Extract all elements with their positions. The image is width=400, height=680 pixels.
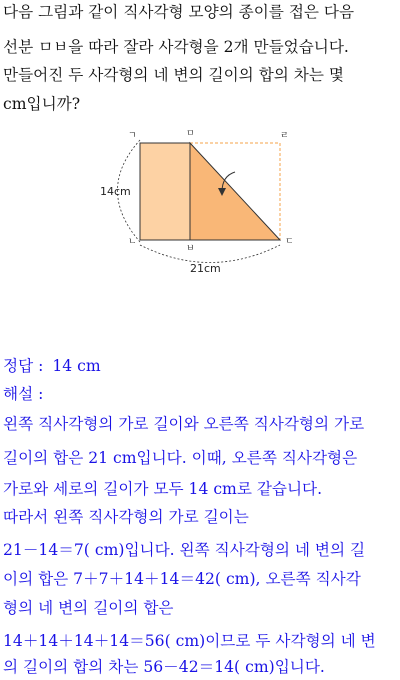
question-line-3: 만들어진 두 사각형의 네 변의 길이의 합의 차는 몇 xyxy=(3,66,344,84)
question-line-4: cm입니까? xyxy=(3,95,81,113)
question-line-2: 선분 ㅁㅂ을 따라 잘라 사각형을 2개 만들었습니다. xyxy=(3,38,349,56)
explanation-line-9: 의 길이의 합의 차는 56－42＝14( cm)입니다. xyxy=(3,658,325,676)
explanation-line-4: 따라서 왼쪽 직사각형의 가로 길이는 xyxy=(3,508,249,526)
answer-value: 14 cm xyxy=(52,357,101,375)
explanation-label: 해설 : xyxy=(3,385,44,403)
point-label-digeut: ㄷ xyxy=(285,237,294,247)
left-rectangle xyxy=(140,143,190,240)
explanation-line-3: 가로와 세로의 길이가 모두 14 cm로 같습니다. xyxy=(3,480,323,498)
explanation-line-5: 21－14＝7( cm)입니다. 왼쪽 직사각형의 네 변의 길 xyxy=(3,541,366,559)
bottom-arc-dashed xyxy=(140,245,280,263)
point-label-mieum: ㅁ xyxy=(186,129,195,139)
explanation-line-7: 형의 네 변의 길이의 합은 xyxy=(3,599,174,617)
explanation-line-2: 길이의 합은 21 cm입니다. 이때, 오른쪽 직사각형은 xyxy=(3,449,358,467)
question-line-1: 다음 그림과 같이 직사각형 모양의 종이를 접은 다음 xyxy=(3,3,355,21)
explanation-line-8: 14＋14＋14＋14＝56( cm)이므로 두 사각형의 네 변 xyxy=(3,632,376,650)
explanation-line-6: 이의 합은 7＋7＋14＋14＝42( cm), 오른쪽 직사각 xyxy=(3,570,361,588)
point-label-bieup: ㅂ xyxy=(186,244,195,254)
answer-label: 정답 : xyxy=(3,357,44,375)
explanation-line-1: 왼쪽 직사각형의 가로 길이와 오른쪽 직사각형의 가로 xyxy=(3,415,365,433)
height-label: 14cm xyxy=(100,185,131,198)
folded-paper-figure xyxy=(100,120,300,280)
answer-line xyxy=(3,356,101,376)
width-label: 21cm xyxy=(190,262,221,275)
point-label-nieun: ㄴ xyxy=(128,237,137,247)
folded-triangle xyxy=(190,143,280,240)
point-label-rieul: ㄹ xyxy=(280,131,289,141)
point-label-giyeok: ㄱ xyxy=(128,131,137,141)
